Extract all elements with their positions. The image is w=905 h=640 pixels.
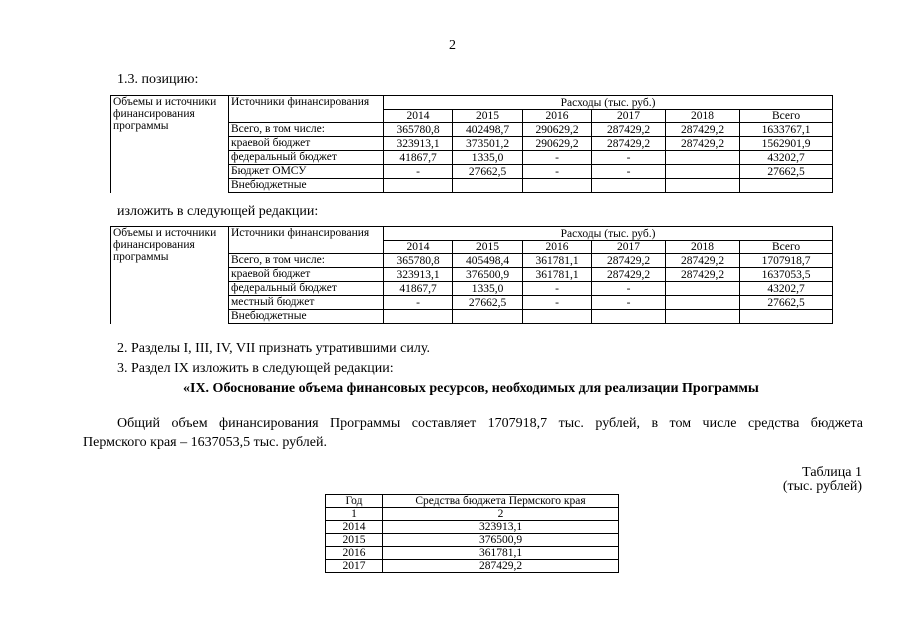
table1-units: (тыс. рублей) [782, 479, 862, 494]
cell [666, 165, 740, 179]
row-label: Бюджет ОМСУ [229, 165, 384, 179]
cell: 365780,8 [384, 254, 453, 268]
expenses-header: Расходы (тыс. руб.) [384, 227, 833, 241]
value-cell: 361781,1 [383, 547, 619, 560]
cell: 287429,2 [592, 254, 666, 268]
cell: 1707918,7 [740, 254, 833, 268]
middle-line: изложить в следующей редакции: [117, 204, 319, 219]
value-cell: 287429,2 [383, 560, 619, 573]
table-row [326, 547, 619, 560]
item-2: 2. Разделы I, III, IV, VII признать утратившими силу. [117, 341, 430, 356]
cell: 287429,2 [666, 123, 740, 137]
expenses-header: Расходы (тыс. руб.) [384, 96, 833, 110]
cell [666, 310, 740, 324]
total-header: Всего [740, 110, 833, 123]
item-3: 3. Раздел IX изложить в следующей редакции: [117, 361, 394, 376]
table-row [326, 534, 619, 547]
cell: 405498,4 [453, 254, 523, 268]
row-label: Внебюджетные [229, 179, 384, 193]
cell: - [592, 282, 666, 296]
cell: - [384, 296, 453, 310]
sources-header: Источники финансирования [229, 227, 384, 254]
year-header: 2018 [666, 110, 740, 123]
cell [453, 179, 523, 193]
row-label: федеральный бюджет [229, 282, 384, 296]
year-header: 2014 [384, 241, 453, 254]
cell [523, 179, 592, 193]
col-number: 2 [383, 508, 619, 521]
year-header: 2017 [592, 241, 666, 254]
year-cell: 2015 [326, 534, 383, 547]
row-label: Всего, в том числе: [229, 254, 384, 268]
table-1 [325, 494, 619, 573]
cell [592, 310, 666, 324]
year-cell: 2014 [326, 521, 383, 534]
row-label: местный бюджет [229, 296, 384, 310]
cell: 1633767,1 [740, 123, 833, 137]
intro-line: 1.3. позицию: [117, 72, 199, 87]
cell: - [592, 151, 666, 165]
cell: 287429,2 [592, 268, 666, 282]
cell: 287429,2 [666, 137, 740, 151]
cell: - [592, 296, 666, 310]
row-label: Всего, в том числе: [229, 123, 384, 137]
cell: 41867,7 [384, 151, 453, 165]
cell [740, 310, 833, 324]
sources-header: Источники финансирования [229, 96, 384, 123]
total-header: Всего [740, 241, 833, 254]
column-number-row [326, 508, 619, 521]
table-row [326, 560, 619, 573]
year-header: 2015 [453, 110, 523, 123]
cell [740, 179, 833, 193]
cell: 41867,7 [384, 282, 453, 296]
cell: 287429,2 [666, 268, 740, 282]
value-cell: 323913,1 [383, 521, 619, 534]
cell: - [523, 282, 592, 296]
cell [666, 296, 740, 310]
table-row [326, 521, 619, 534]
cell [666, 179, 740, 193]
cell: 290629,2 [523, 123, 592, 137]
program-financing-label: Объемы и источники финансирования программы [111, 227, 229, 324]
col-number: 1 [326, 508, 383, 521]
financing-table-new [110, 226, 833, 324]
cell: 287429,2 [592, 123, 666, 137]
cell: - [523, 151, 592, 165]
cell [523, 310, 592, 324]
row-label: краевой бюджет [229, 137, 384, 151]
table-header-row [326, 495, 619, 508]
year-header: 2018 [666, 241, 740, 254]
row-label: Внебюджетные [229, 310, 384, 324]
cell [384, 179, 453, 193]
year-header: 2015 [453, 241, 523, 254]
cell: 361781,1 [523, 254, 592, 268]
cell: 27662,5 [453, 165, 523, 179]
cell: - [523, 165, 592, 179]
page-number: 2 [449, 38, 456, 53]
year-cell: 2016 [326, 547, 383, 560]
table1-caption: Таблица 1 [802, 465, 862, 480]
cell: 43202,7 [740, 282, 833, 296]
row-label: федеральный бюджет [229, 151, 384, 165]
body-line-1: Общий объем финансирования Программы составляет 1707918,7 тыс. рублей, в том числе средства бюджета [117, 416, 863, 431]
year-header: 2017 [592, 110, 666, 123]
cell: 376500,9 [453, 268, 523, 282]
cell: 1335,0 [453, 151, 523, 165]
cell [666, 151, 740, 165]
cell [453, 310, 523, 324]
cell [666, 282, 740, 296]
year-header: 2016 [523, 241, 592, 254]
cell: 1335,0 [453, 282, 523, 296]
program-financing-label: Объемы и источники финансирования программы [111, 96, 229, 193]
year-header: 2014 [384, 110, 453, 123]
year-header: 2016 [523, 110, 592, 123]
value-cell: 376500,9 [383, 534, 619, 547]
cell [592, 179, 666, 193]
cell: 323913,1 [384, 268, 453, 282]
cell: - [523, 296, 592, 310]
cell: 1637053,5 [740, 268, 833, 282]
cell: 323913,1 [384, 137, 453, 151]
cell [384, 310, 453, 324]
header-budget: Средства бюджета Пермского края [383, 495, 619, 508]
section-heading: «IX. Обоснование объема финансовых ресурсов, необходимых для реализации Программы [183, 381, 759, 396]
cell: 27662,5 [453, 296, 523, 310]
body-line-2: Пермского края – 1637053,5 тыс. рублей. [83, 435, 327, 450]
cell: 27662,5 [740, 296, 833, 310]
cell: 290629,2 [523, 137, 592, 151]
financing-table-old [110, 95, 833, 193]
cell: 365780,8 [384, 123, 453, 137]
cell: - [592, 165, 666, 179]
cell: 287429,2 [666, 254, 740, 268]
cell: 287429,2 [592, 137, 666, 151]
cell: 27662,5 [740, 165, 833, 179]
cell: 373501,2 [453, 137, 523, 151]
cell: 43202,7 [740, 151, 833, 165]
row-label: краевой бюджет [229, 268, 384, 282]
cell: 1562901,9 [740, 137, 833, 151]
year-cell: 2017 [326, 560, 383, 573]
cell: - [384, 165, 453, 179]
cell: 402498,7 [453, 123, 523, 137]
header-year: Год [326, 495, 383, 508]
cell: 361781,1 [523, 268, 592, 282]
